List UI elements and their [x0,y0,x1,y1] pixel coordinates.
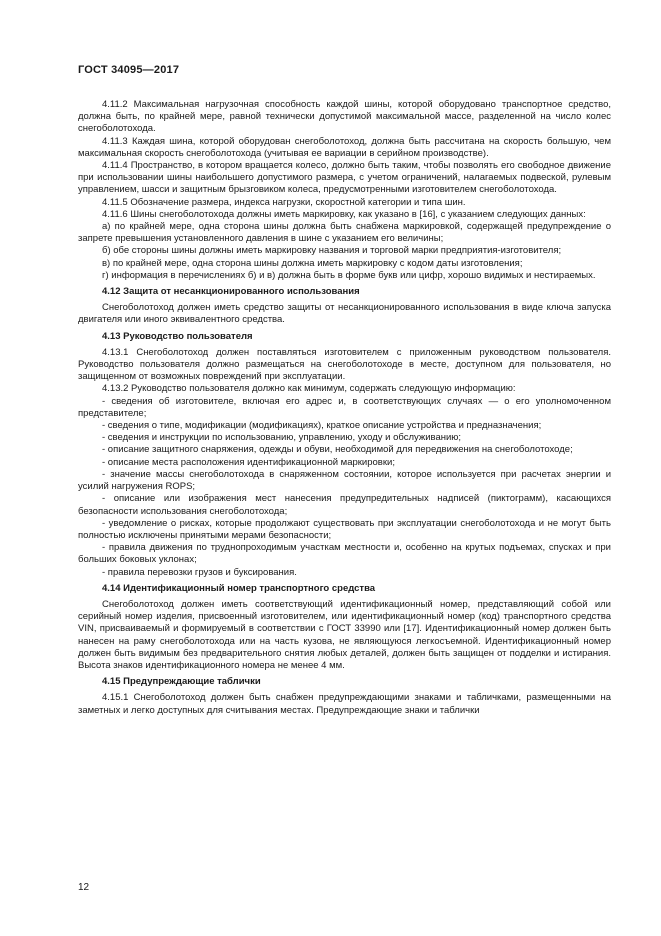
list-item-dash: - описание или изображения мест нанесения предупредительных надписей (пиктограмм), касающихся безопасности использования снегоболотохода; [78,493,611,517]
list-item-b: б) обе стороны шины должны иметь маркировку названия и торговой марки предприятия-изготовителя; [102,245,562,257]
section-heading-4-14: 4.14 Идентификационный номер транспортного средства [102,582,376,594]
list-item-dash: - описание места расположения идентификационной маркировки; [102,456,395,468]
section-heading-4-12: 4.12 Защита от несанкционированного использования [102,286,360,298]
paragraph-4-14: Снегоболотоход должен иметь соответствующий идентификационный номер, представляющий собой или серийный номер изделия, присвоенный изготовителем, или идентификационный номер (код) транспортного средства VIN, присваиваемый и формируемый в соответствии с ГОСТ 33990 или [17]. Идентификационный номер должен быть нанесен на раму снегоболотохода или на часть кузова, не являющуюся легкосъемной. Идентификационный номер должен быть видимым без предварительного снятия любых деталей, должен быть защищен от подделки и истирания. Высота знаков идентификационного номера не менее 4 мм. [78,598,611,671]
list-item-dash: - описание защитного снаряжения, одежды и обуви, необходимой для передвижения на снегоболотоходе; [102,444,573,456]
list-item-dash: - уведомление о рисках, которые продолжают существовать при эксплуатации снегоболотохода и не могут быть полностью исключены принятыми мерами безопасности; [78,517,611,541]
page-number: 12 [78,882,90,893]
list-item-g: г) информация в перечислениях б) и в) должна быть в форме букв или цифр, хорошо видимых и нестираемых. [102,269,596,281]
page-header-standard-title: ГОСТ 34095—2017 [78,64,180,76]
paragraph-4-13-1: 4.13.1 Снегоболотоход должен поставляться изготовителем с приложенным руководством пользователя. Руководство пользователя должно размещаться на снегоболотоходе в месте, доступном для пользователя, но защищенном от возможных повреждений при эксплуатации. [78,346,611,383]
list-item-a: а) по крайней мере, одна сторона шины должна быть снабжена маркировкой, содержащей предупреждение о запрете превышения установленного давления в шине с указанием его величины; [78,221,611,245]
list-item-dash: - правила движения по труднопроходимым участкам местности и, особенно на крутых подъемах, спусках и при больших боковых уклонах; [78,542,611,566]
paragraph-4-15-1: 4.15.1 Снегоболотоход должен быть снабжен предупреждающими знаками и табличками, размещенными на заметных и легко доступных для считывания местах. Предупреждающие знаки и таблички [78,692,611,716]
list-item-dash: - сведения об изготовителе, включая его адрес и, в соответствующих случаях — о его уполномоченном представителе; [78,395,611,419]
list-item-v: в) по крайней мере, одна сторона шины должна иметь маркировку с кодом даты изготовления; [102,257,523,269]
paragraph-4-11-2: 4.11.2 Максимальная нагрузочная способность каждой шины, которой оборудовано транспортное средство, должна быть, по крайней мере, равной технически допустимой максимальной массе, разделенной на число колес снегоболотохода. [78,99,611,135]
paragraph-4-13-2: 4.13.2 Руководство пользователя должно как минимум, содержать следующую информацию: [102,383,516,395]
document-body [78,99,611,717]
list-item-dash: - правила перевозки грузов и буксирования. [102,566,297,578]
paragraph-4-11-3: 4.11.3 Каждая шина, которой оборудован снегоболотоход, должна быть рассчитана на скорость большую, чем максимальная скорость снегоболотохода (учитывая ее вариации в серийном производстве). [78,135,611,159]
section-heading-4-15: 4.15 Предупреждающие таблички [102,676,261,688]
list-item-dash: - сведения о типе, модификации (модификациях), краткое описание устройства и предназначения; [102,420,542,432]
paragraph-4-11-5: 4.11.5 Обозначение размера, индекса нагрузки, скоростной категории и типа шин. [102,196,466,208]
paragraph-4-11-6: 4.11.6 Шины снегоболотохода должны иметь маркировку, как указано в [16], с указанием следующих данных: [102,208,586,220]
paragraph-4-11-4: 4.11.4 Пространство, в котором вращается колесо, должно быть таким, чтобы позволять его свободное движение при использовании шины наибольшего допустимого размера, с учетом ограничений, налагаемых подвеской, рулевым управлением, шасси и защитным брызговиком колеса, предусмотренными изготовителем снегоболотохода. [78,160,611,196]
list-item-dash: - значение массы снегоболотохода в снаряженном состоянии, которое используется при расчетах энергии и усилий нагружения ROPS; [78,468,611,493]
list-item-dash: - сведения и инструкции по использованию, управлению, уходу и обслуживанию; [102,432,462,444]
section-heading-4-13: 4.13 Руководство пользователя [102,330,253,342]
paragraph-4-12: Снегоболотоход должен иметь средство защиты от несанкционированного использования в виде ключа запуска двигателя или иного эквивалентного средства. [78,302,611,326]
